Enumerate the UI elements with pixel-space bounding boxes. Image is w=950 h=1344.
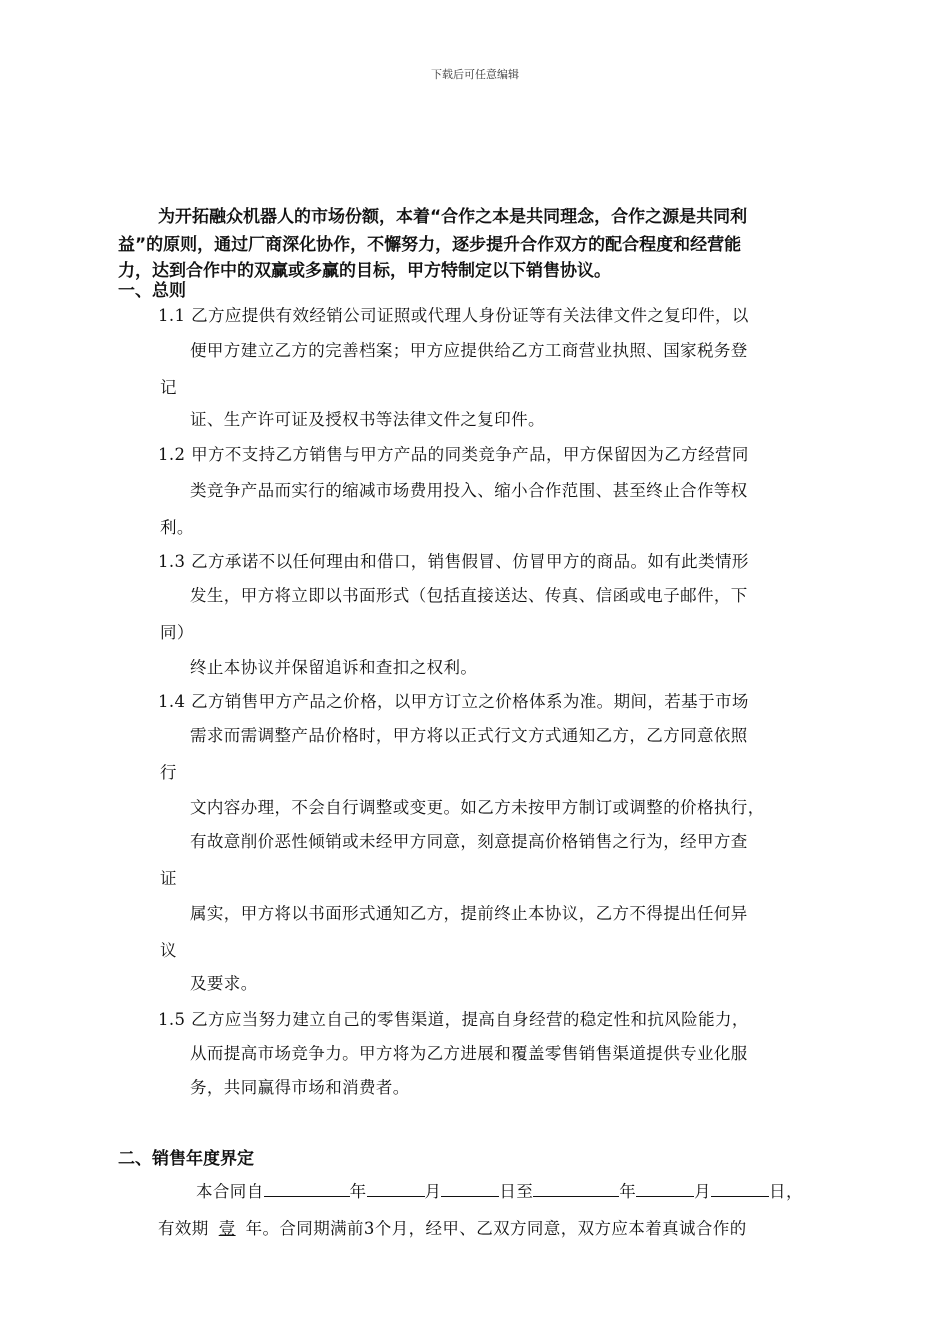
clause-line: 证 <box>160 869 177 888</box>
validity-suffix: 年。合同期满前3个月，经甲、乙双方同意，双方应本着真诚合作的 <box>245 1219 747 1238</box>
clause-line: 1.1 乙方应提供有效经销公司证照或代理人身份证等有关法律文件之复印件，以 <box>158 306 749 325</box>
clause-line: 1.4 乙方销售甲方产品之价格，以甲方订立之价格体系为准。期间，若基于市场 <box>158 692 749 711</box>
period-text: 本合同自 <box>196 1182 264 1201</box>
intro-line-1: 为开拓融众机器人的市场份额，本着“合作之本是共同理念，合作之源是共同利 <box>158 207 748 227</box>
end-year-blank[interactable] <box>533 1178 619 1197</box>
intro-line-3: 力，达到合作中的双赢或多赢的目标，甲方特制定以下销售协议。 <box>118 261 611 281</box>
clause-line: 发生，甲方将立即以书面形式（包括直接送达、传真、信函或电子邮件，下 <box>190 586 748 605</box>
clause-line: 属实，甲方将以书面形式通知乙方，提前终止本协议，乙方不得提出任何异 <box>190 904 748 923</box>
clause-line: 1.2 甲方不支持乙方销售与甲方产品的同类竞争产品，甲方保留因为乙方经营同 <box>158 445 749 464</box>
period-text: 月 <box>694 1182 712 1201</box>
clause-line: 1.3 乙方承诺不以任何理由和借口，销售假冒、仿冒甲方的商品。如有此类情形 <box>158 552 749 571</box>
clause-line: 利。 <box>160 518 194 537</box>
clause-line: 需求而需调整产品价格时，甲方将以正式行文方式通知乙方，乙方同意依照 <box>190 726 748 745</box>
clause-line: 终止本协议并保留追诉和查扣之权利。 <box>190 658 478 677</box>
validity-term: 壹 <box>218 1219 236 1238</box>
section-2-title: 二、销售年度界定 <box>118 1149 254 1169</box>
period-text: 年 <box>619 1182 637 1201</box>
page-header: 下载后可任意编辑 <box>431 68 519 81</box>
start-year-blank[interactable] <box>264 1178 350 1197</box>
clause-line: 文内容办理，不会自行调整或变更。如乙方未按甲方制订或调整的价格执行， <box>190 798 765 817</box>
clause-line: 务，共同赢得市场和消费者。 <box>190 1078 410 1097</box>
clause-line: 及要求。 <box>190 974 258 993</box>
clause-line: 从而提高市场竞争力。甲方将为乙方进展和覆盖零售销售渠道提供专业化服 <box>190 1044 748 1063</box>
start-day-blank[interactable] <box>441 1178 499 1197</box>
end-day-blank[interactable] <box>711 1178 769 1197</box>
end-month-blank[interactable] <box>636 1178 694 1197</box>
clause-line: 类竞争产品而实行的缩减市场费用投入、缩小合作范围、甚至终止合作等权 <box>190 481 748 500</box>
clause-line: 议 <box>160 941 177 960</box>
clause-line: 同） <box>160 623 194 642</box>
validity-prefix: 有效期 <box>158 1219 209 1238</box>
clause-line: 便甲方建立乙方的完善档案；甲方应提供给乙方工商营业执照、国家税务登 <box>190 341 748 360</box>
section-1-title: 一、总则 <box>118 281 186 301</box>
clause-line: 1.5 乙方应当努力建立自己的零售渠道，提高自身经营的稳定性和抗风险能力， <box>158 1010 749 1029</box>
period-text: 日， <box>769 1182 803 1201</box>
period-text: 年 <box>349 1182 367 1201</box>
clause-line: 行 <box>160 763 177 782</box>
start-month-blank[interactable] <box>367 1178 425 1197</box>
clause-line: 证、生产许可证及授权书等法律文件之复印件。 <box>190 410 545 429</box>
period-text: 日至 <box>499 1182 534 1201</box>
validity-line <box>158 1215 747 1239</box>
contract-period-line <box>196 1178 803 1202</box>
clause-line: 有故意削价恶性倾销或未经甲方同意，刻意提高价格销售之行为，经甲方查 <box>190 832 748 851</box>
period-text: 月 <box>424 1182 442 1201</box>
clause-line: 记 <box>160 378 177 397</box>
intro-line-2: 益”的原则，通过厂商深化协作，不懈努力，逐步提升合作双方的配合程度和经营能 <box>118 235 742 255</box>
